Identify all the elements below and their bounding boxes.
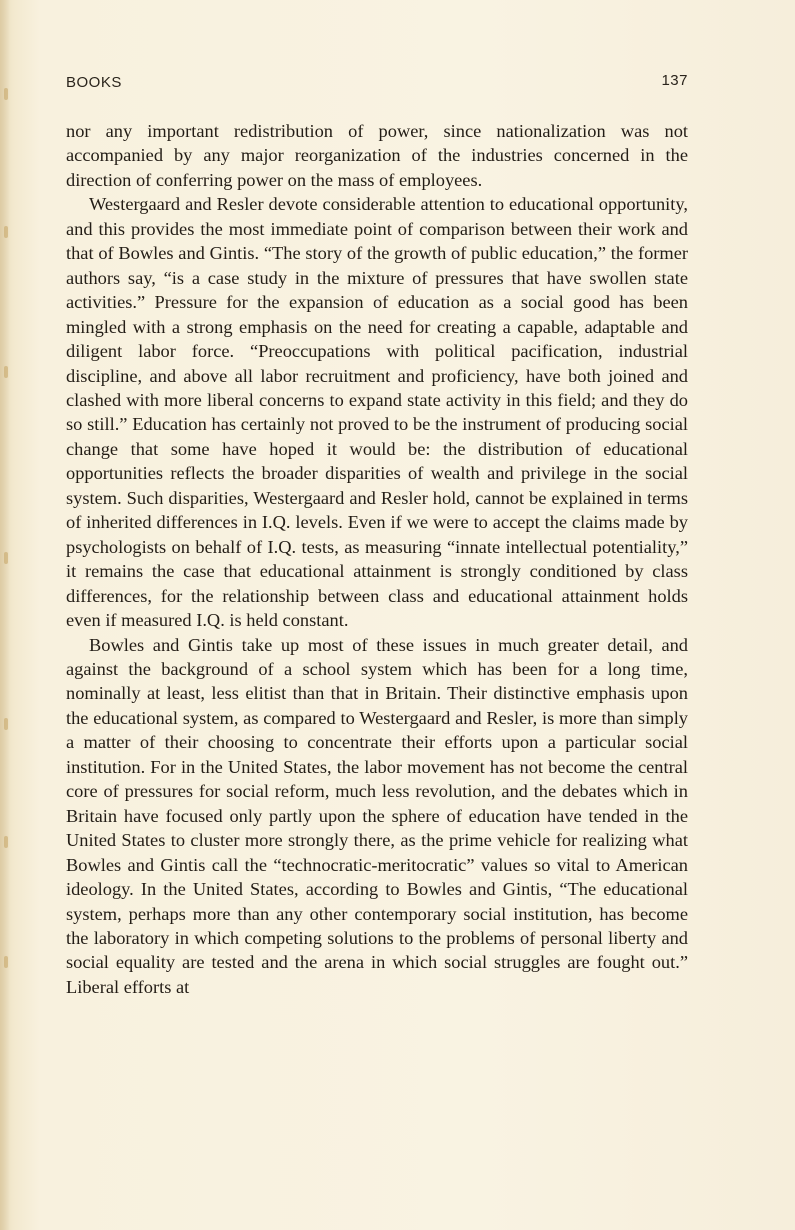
- page-binding-edge: [0, 0, 10, 1230]
- running-head: BOOKS: [66, 74, 122, 91]
- paragraph: nor any important redistribution of power, since nationalization was not accompanied by any major reorganization of the industries concerned in the direction of conferring power on the mass of employees.: [66, 121, 688, 190]
- body-text: [66, 119, 688, 999]
- margin-mark: [4, 552, 8, 564]
- margin-mark: [4, 88, 8, 100]
- margin-mark: [4, 226, 8, 238]
- page-number: 137: [661, 72, 688, 89]
- margin-mark: [4, 836, 8, 848]
- paragraph: Westergaard and Resler devote considerable attention to educational opportunity, and this provides the most immediate point of comparison between their work and that of Bowles and Gintis. “The story of the growth of public education,” the former authors say, “is a case study in the mixture of pressures that have swollen state activities.” Pressure for the expansion of education as a social good has been mingled with a strong emphasis on the need for creating a capable, adaptable and diligent labor force. “Preoccupations with political pacification, industrial discipline, and above all labor recruitment and proficiency, have both joined and clashed with more liberal concerns to expand state activity in this field; and they do so still.” Education has certainly not proved to be the instrument of producing social change that some have hoped it would be: the distribution of educational opportunities reflects the broader disparities of wealth and privilege in the social system. Such disparities, Westergaard and Resler hold, cannot be explained in terms of inherited differences in I.Q. levels. Even if we were to accept the claims made by psychologists on behalf of I.Q. tests, as measuring “innate intellectual potentiality,” it remains the case that educational attainment is strongly conditioned by class differences, for the relationship between class and educational attainment holds even if measured I.Q. is held constant.: [66, 194, 688, 631]
- margin-mark: [4, 366, 8, 378]
- page-header: [66, 74, 688, 98]
- margin-mark: [4, 718, 8, 730]
- paragraph: Bowles and Gintis take up most of these issues in much greater detail, and against the background of a school system which has been for a long time, nominally at least, less elitist than that in Britain. Their distinctive emphasis upon the educational system, as compared to Westergaard and Resler, is more than simply a matter of their choosing to concentrate their efforts upon a particular social institution. For in the United States, the labor movement has not become the central core of pressures for social reform, much less revolution, and the debates which in Britain have focused only partly upon the sphere of education have tended in the United States to cluster more strongly there, as the prime vehicle for realizing what Bowles and Gintis call the “technocratic-meritocratic” values so vital to American ideology. In the United States, according to Bowles and Gintis, “The educational system, perhaps more than any other contemporary social institution, has become the laboratory in which competing solutions to the problems of personal liberty and social equality are tested and the arena in which social struggles are fought out.” Liberal efforts at: [66, 634, 688, 997]
- margin-mark: [4, 956, 8, 968]
